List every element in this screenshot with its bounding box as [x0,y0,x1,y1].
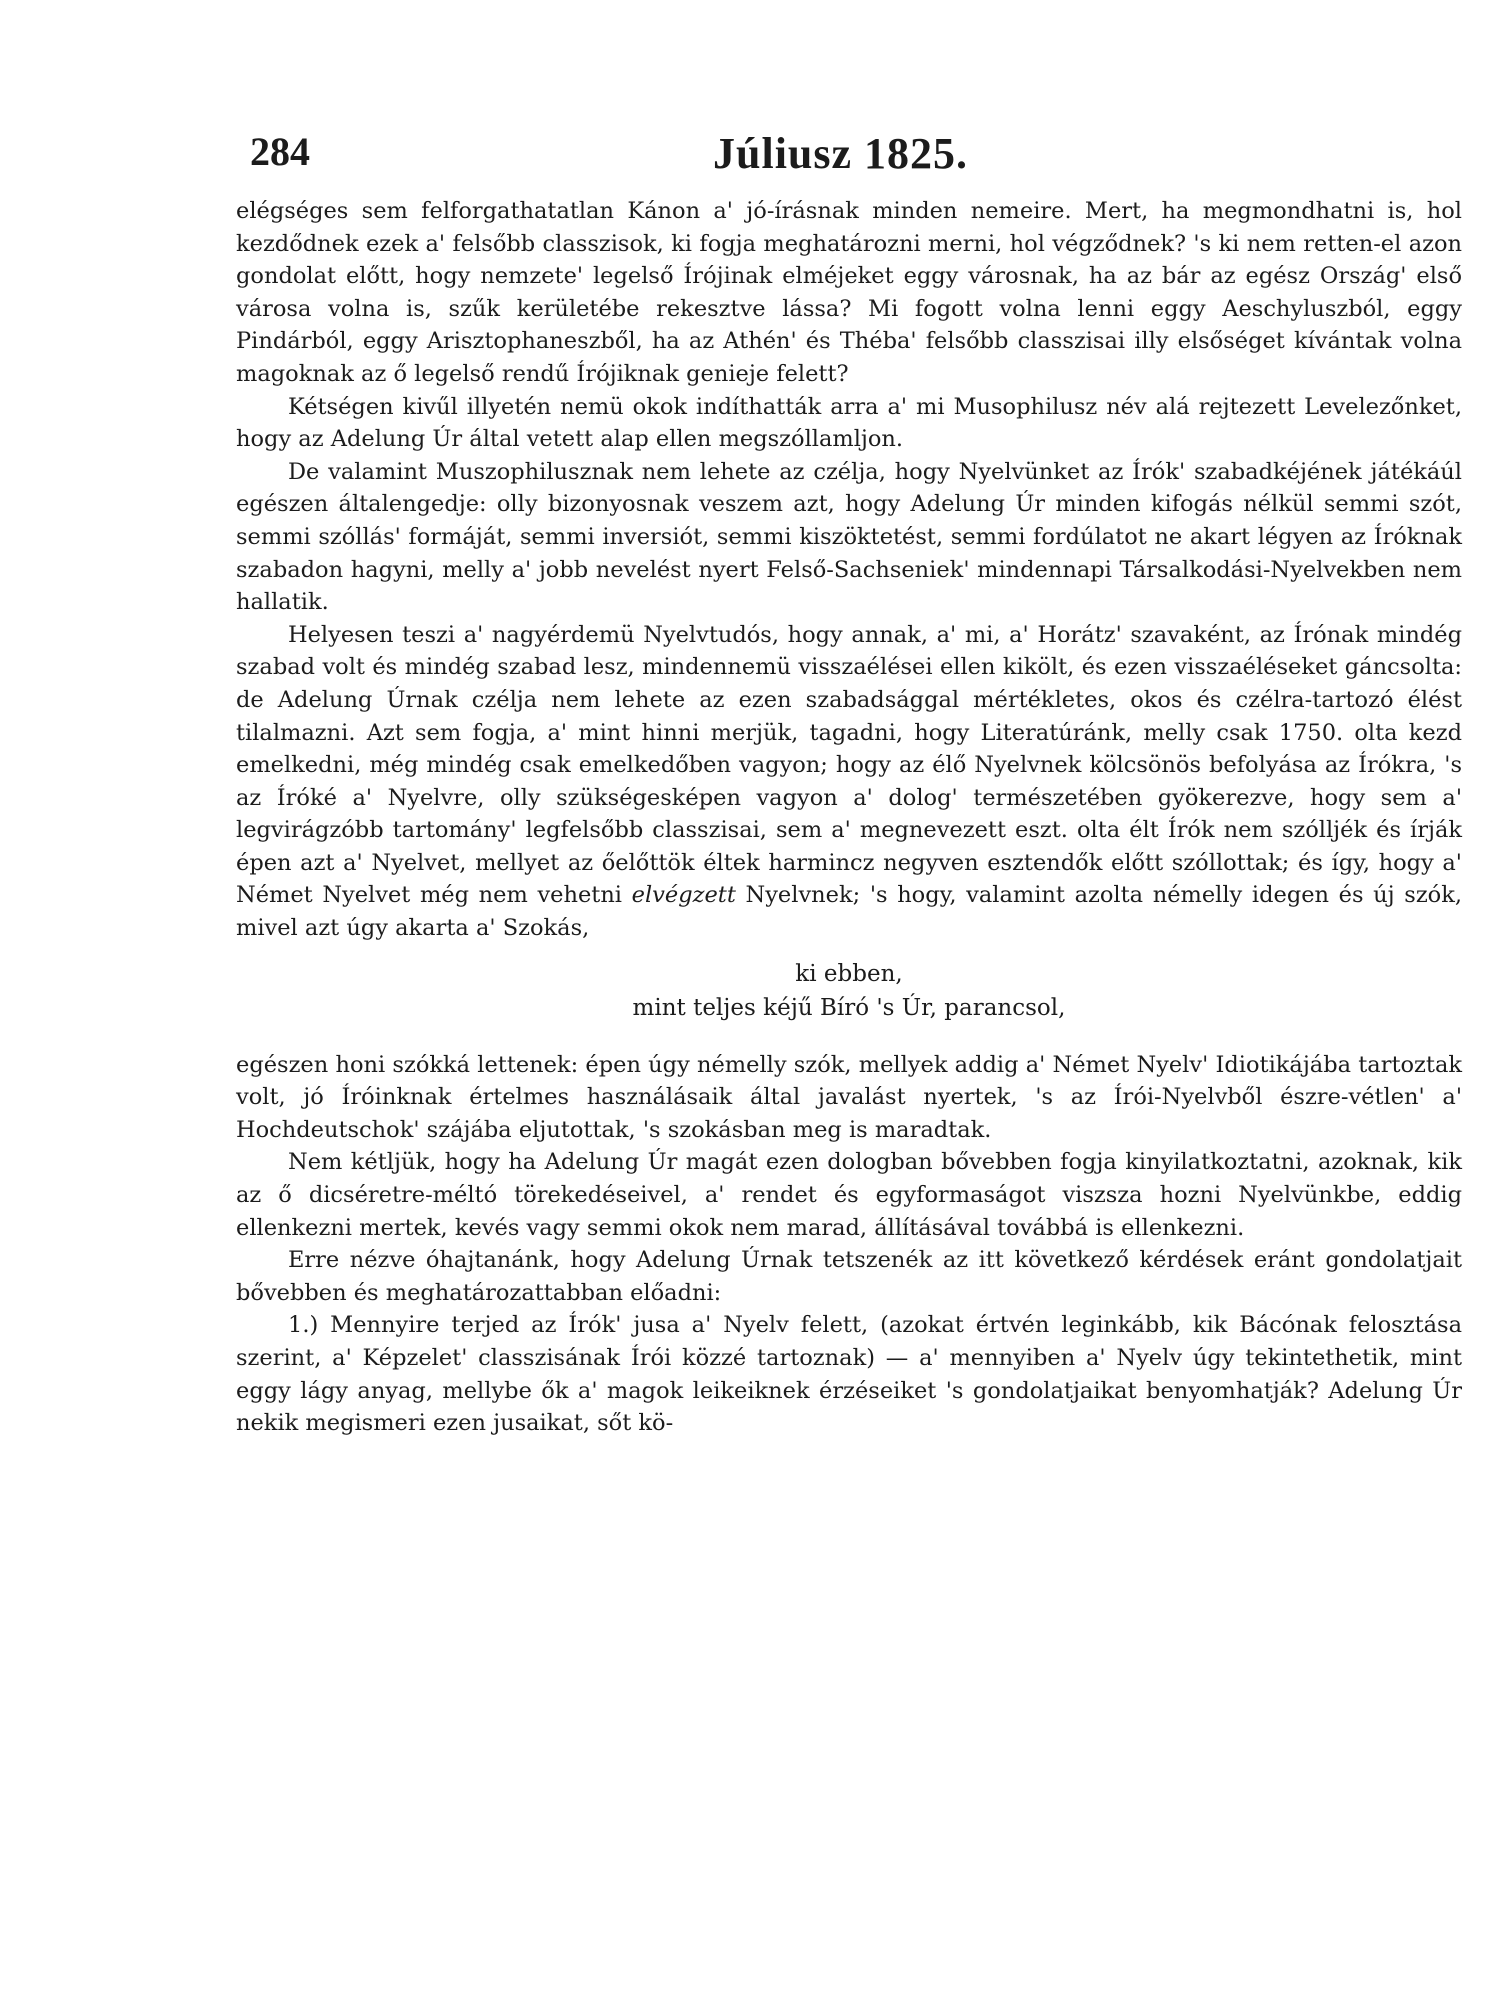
paragraph: 1.) Mennyire terjed az Írók' jusa a' Nyelv felett, (azokat értvén leginkább, kik Bácónak felosztása szerint, a' Képzelet' classzisának Írói közzé tartoznak) — a' mennyiben a' Nyelv úgy tekintethetik, mint eggy lágy anyag, mellybe ők a' magok leikeiknek érzéseiket 's gondolatjaikat benyomhatják? Adelung Úr nekik megismeri ezen jusaikat, sőt kö- [236,1312,1462,1437]
paragraph: egészen honi szókká lettenek: épen úgy némelly szók, mellyek addig a' Német Nyelv' Idiotikájába tartoztak volt, jó Íróinknak értelmes használásaik által javalást nyertek, 's az Írói-Nyelvből észre-vétlen' a' Hochdeutschok' szájába eljutottak, 's szokásban meg is maradtak. [236,1051,1462,1143]
page-header [250,128,1370,188]
italic-word: elvégzett [631,882,736,909]
paragraph: Kétségen kivűl illyetén nemü okok indíthatták arra a' mi Musophilusz név alá rejtezett Levelezőnket, hogy az Adelung Úr által vetett alap ellen megszóllamljon. [236,393,1462,453]
quote-line-1: ki ebben, [795,960,903,987]
page-body [236,195,1462,1440]
paragraph-continuation: Nyelvnek; 's hogy, valamint azolta némelly idegen és új szók, mivel azt úgy akarta a' Szokás, [236,882,1463,942]
paragraph: elégséges sem felforgathatatlan Kánon a' jó-írásnak minden nemeire. Mert, ha megmondhatni is, hol kezdődnek ezek a' felsőbb classzisok, ki fogja meghatározni merni, hol végződnek? 's ki nem retten-el azon gondolat előtt, hogy nemzete' legelső Írójinak elméjeket eggy városnak, ha az bár az egész Ország' első városa volna is, szűk kerületébe rekesztve lássa? Mi fogott volna lenni eggy Aeschyluszból, eggy Pindárból, eggy Arisztophaneszből, ha az Athén' és Théba' felsőbb classzisai illy elsőséget kívántak volna magoknak az ő legelső rendű Írójiknak genieje felett? [236,198,1462,387]
paragraph [236,619,1462,945]
paragraph: Erre nézve óhajtanánk, hogy Adelung Úrnak tetszenék az itt következő kérdések eránt gondolatjait bővebben és meghatározattabban előadni: [236,1247,1462,1306]
running-head: Júliusz 1825. [713,129,969,178]
paragraph: Nem kétljük, hogy ha Adelung Úr magát ezen dologban bővebben fogja kinyilatkoztatni, azoknak, kik az ő dicséretre-méltó törekedéseivel, a' rendet és egyformaságot viszsza hozni Nyelvünkbe, eddig ellenkezni mertek, kevés vagy semmi okok nem marad, állításával továbbá is ellenkezni. [236,1149,1462,1241]
paragraph: De valamint Muszophilusznak nem lehete az czélja, hogy Nyelvünket az Írók' szabadkéjének játékáúl egészen általengedje: olly bizonyosnak veszem azt, hogy Adelung Úr minden kifogás nélkül semmi szót, semmi szóllás' formáját, semmi inversiót, semmi kiszöktetést, semmi fordúlatot ne akart légyen az Íróknak szabadon hagyni, melly a' jobb nevelést nyert Felső-Sachseniek' mindennapi Társalkodási-Nyelvekben nem hallatik. [236,458,1462,616]
block-quote [236,957,1462,1025]
paragraph-text: Helyesen teszi a' nagyérdemü Nyelvtudós, hogy annak, a' mi, a' Horátz' szavaként, az Írónak mindég szabad volt és mindég szabad lesz, mindennemü visszaélései ellen kikölt, és ezen visszaéléseket gáncsolta: de Adelung Úrnak czélja nem lehete az ezen szabadsággal mértékletes, okos és czélra-tartozó élést tilalmazni. Azt sem fogja, a' mint hinni merjük, tagadni, hogy Literatúránk, melly csak 1750. olta kezd emelkedni, még mindég csak emelkedőben vagyon; hogy az élő Nyelvnek kölcsönös befolyása az Írókra, 's az Íróké a' Nyelvre, olly szükségesképen vagyon a' dolog' természetében gyökerezve, hogy sem a' legvirágzóbb tartomány' legfelsőbb classzisai, sem a' megnevezett eszt. olta élt Írók nem szólljék és írják épen azt a' Nyelvet, mellyet az őelőttök éltek harmincz negyven esztendők előtt szóllottak; és így, hogy a' Német Nyelvet még nem vehetni [236,621,1462,909]
quote-line-2: mint teljes kéjű Bíró 's Úr, parancsol, [632,994,1066,1021]
page-number: 284 [250,129,310,174]
